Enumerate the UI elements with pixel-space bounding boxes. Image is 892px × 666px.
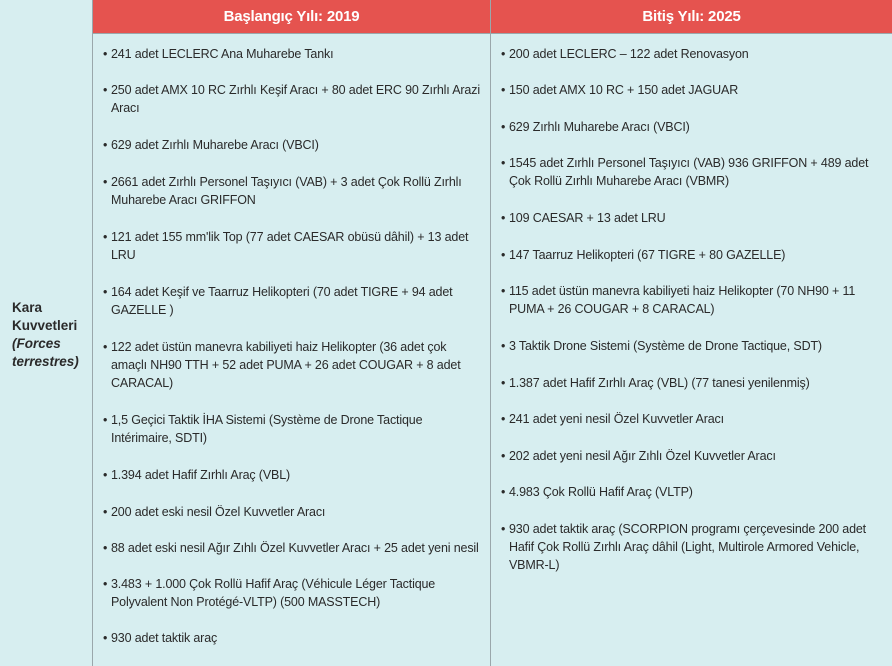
list-item: • 200 adet LECLERC – 122 adet Renovasyon [501,47,749,61]
bullet-icon: • [501,522,506,536]
column-divider-middle [490,0,491,666]
list-item: • 115 adet üstün manevra kabiliyeti haiz Helikopter (70 NH90 + 11 PUMA + 26 COUGAR + 8 CARACAL) [501,284,856,316]
bullet-icon: • [103,138,108,152]
row-label-sub: (Forces terrestres) [12,336,79,369]
list-item: • 629 adet Zırhlı Muharebe Aracı (VBCI) [103,138,319,152]
list-item: • 3.483 + 1.000 Çok Rollü Hafif Araç (Véhicule Léger Tactique Polyvalent Non Protégé-VLTP) (500 MASSTECH) [103,577,436,609]
header-divider [92,33,892,34]
bullet-icon: • [103,413,108,427]
list-item: • 109 CAESAR + 13 adet LRU [501,211,666,225]
list-item: • 4.983 Çok Rollü Hafif Araç (VLTP) [501,485,693,499]
bullet-icon: • [501,376,506,390]
bullet-icon: • [501,83,506,97]
bullet-icon: • [501,47,506,61]
bullet-icon: • [103,47,108,61]
list-item: • 629 Zırhlı Muharebe Aracı (VBCI) [501,120,690,134]
bullet-icon: • [501,248,506,262]
bullet-icon: • [103,340,108,354]
list-item: • 121 adet 155 mm'lik Top (77 adet CAESAR obüsü dâhil) + 13 adet LRU [103,230,469,262]
bullet-icon: • [501,485,506,499]
bullet-icon: • [103,577,108,591]
bullet-icon: • [103,83,108,97]
bullet-icon: • [501,449,506,463]
list-item: • 122 adet üstün manevra kabiliyeti haiz Helikopter (36 adet çok amaçlı NH90 TTH + 52 adet PUMA + 26 adet COUGAR + 8 adet CARACAL) [103,340,461,390]
list-item: • 930 adet taktik araç (SCORPION programı çerçevesinde 200 adet Hafif Çok Rollü Zırhlı Araç dâhil (Light, Multirole Armored Vehicle, VBMR-L) [501,522,867,572]
list-item: • 1.387 adet Hafif Zırhlı Araç (VBL) (77 tanesi yenilenmiş) [501,376,810,390]
bullet-icon: • [103,541,108,555]
bullet-icon: • [501,120,506,134]
list-item: • 241 adet yeni nesil Özel Kuvvetler Aracı [501,412,724,426]
list-item: • 250 adet AMX 10 RC Zırhlı Keşif Aracı + 80 adet ERC 90 Zırhlı Arazi Aracı [103,83,480,115]
list-item: • 147 Taarruz Helikopteri (67 TIGRE + 80 GAZELLE) [501,248,786,262]
bullet-icon: • [103,468,108,482]
list-item: • 930 adet taktik araç [103,631,218,645]
list-item: • 150 adet AMX 10 RC + 150 adet JAGUAR [501,83,739,97]
bullet-icon: • [103,285,108,299]
list-item: • 241 adet LECLERC Ana Muharebe Tankı [103,47,334,61]
list-item: • 164 adet Keşif ve Taarruz Helikopteri (70 adet TIGRE + 94 adet GAZELLE ) [103,285,453,317]
list-item: • 202 adet yeni nesil Ağır Zıhlı Özel Kuvvetler Aracı [501,449,776,463]
bullet-icon: • [501,156,506,170]
header-end-year: Bitiş Yılı: 2025 [491,0,892,33]
bullet-icon: • [103,230,108,244]
bullet-icon: • [501,412,506,426]
list-item: • 2661 adet Zırhlı Personel Taşıyıcı (VAB) + 3 adet Çok Rollü Zırhlı Muharebe Aracı GRIFFON [103,175,462,207]
bullet-icon: • [103,505,108,519]
bullet-icon: • [103,631,108,645]
list-item: • 1.394 adet Hafif Zırhlı Araç (VBL) [103,468,291,482]
header-blank-cell [0,0,92,33]
bullet-icon: • [501,284,506,298]
bullet-icon: • [501,211,506,225]
list-item: • 200 adet eski nesil Özel Kuvvetler Aracı [103,505,326,519]
column-divider-left [92,0,93,666]
list-item: • 1,5 Geçici Taktik İHA Sistemi (Système de Drone Tactique Intérimaire, SDTI) [103,413,423,445]
header-start-year: Başlangıç Yılı: 2019 [93,0,490,33]
list-item: • 3 Taktik Drone Sistemi (Système de Drone Tactique, SDT) [501,339,822,353]
list-item: • 1545 adet Zırhlı Personel Taşıyıcı (VAB) 936 GRIFFON + 489 adet Çok Rollü Zırhlı Muharebe Aracı (VBMR) [501,156,869,188]
list-item: • 88 adet eski nesil Ağır Zıhlı Özel Kuvvetler Aracı + 25 adet yeni nesil [103,541,479,555]
row-label-main: Kara Kuvvetleri [12,300,78,333]
bullet-icon: • [103,175,108,189]
row-label [12,299,88,371]
bullet-icon: • [501,339,506,353]
